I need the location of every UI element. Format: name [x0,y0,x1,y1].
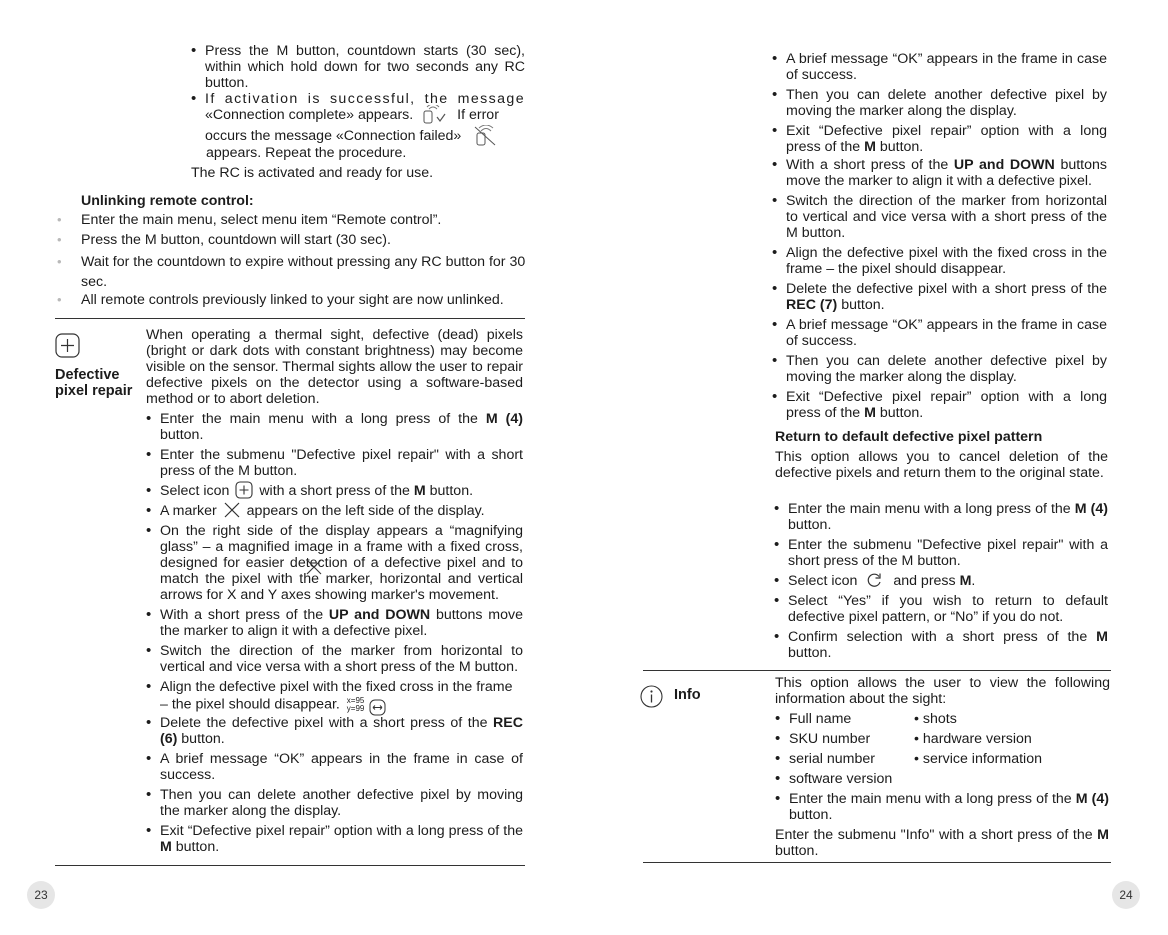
defective-bullet-12 [160,823,523,855]
right-bullet-6: • Align the defective pixel with the fixed cross in the frame – the pixel should disappear. [786,245,1107,277]
unlinking-item: • Enter the main menu, select menu item “Remote control”. [81,212,531,228]
return-bullet-3 [788,573,1108,589]
reset-icon [865,572,885,588]
defective-bullet-9-line-2 [160,731,523,747]
info-bullet-menu-b: M (4) [1075,791,1109,807]
info-submenu-b: M [1097,827,1109,843]
defective-bullet-6 [160,607,523,639]
defective-bullet-3-b: with a short press of the [259,483,414,499]
right-bullet-1: • A brief message “OK” appears in the frame in case of success. [786,51,1107,83]
info-list-item: • serial number [789,751,875,767]
right-bullet-4-b: UP and DOWN [953,157,1055,173]
info-col2-text: hardware version [922,731,1032,747]
return-bullet-1-c: button. [788,517,832,533]
coordinate-readout [347,697,365,713]
defective-bullet-9-d: button. [177,731,225,747]
right-bullet-7-c: button. [837,297,885,313]
defective-bullet-4-b: appears on the left side of the display. [246,503,485,519]
right-bullet-10-a: Exit “Defective pixel repair” option with a long press of the [786,389,1107,421]
marker-x-icon [223,501,241,519]
defective-bullet-3-a: Select icon [160,483,230,499]
if-error-text: If error [457,106,499,123]
defective-bullet-1 [160,411,523,443]
return-bullet-5-a: Confirm selection with a short press of the [788,629,1097,645]
info-icon [640,685,663,708]
pixel-disappear-text: – the pixel should disappear. [160,696,340,713]
defective-bullet-4 [160,503,523,519]
unlinking-title: Unlinking remote control: [81,193,254,209]
info-divider-bottom [643,862,1111,863]
info-bullet-menu [789,791,1109,823]
remote-connected-icon [421,105,449,125]
defective-bullet-9 [160,715,523,747]
info-list-item-col2: • hardware version [914,731,1032,747]
defective-bullet-6-c: buttons move the marker to align it with a defective pixel. [160,607,523,639]
info-list-item: • SKU number [789,731,870,747]
return-bullet-5-c: button. [788,645,832,661]
return-default-intro: This option allows you to cancel deletion of the defective pixels and return them to the original state. [775,449,1108,481]
plus-box-small-icon [235,481,253,499]
defective-label-line-2: pixel repair [55,383,133,399]
info-list-item: • Full name [789,711,851,727]
defective-bullet-12-b: M [160,839,172,855]
section-divider [55,318,525,319]
axis-switch-icon [369,699,386,716]
info-bullet-menu-a: Enter the main menu with a long press of the [789,791,1076,807]
defective-bullet-3-c: M [413,483,426,499]
info-submenu-c: button. [775,843,819,859]
defective-bullet-10: • A brief message “OK” appears in the frame in case of success. [160,751,523,783]
defective-bullet-9-b: REC [493,715,523,731]
defective-bullet-3 [160,483,523,499]
rc-bullet-2-line-2 [205,105,499,125]
rc-bullet-2-line-1: • If activation is successful, the message [205,91,525,107]
info-divider [643,670,1111,671]
info-label: Info [674,687,701,703]
right-bullet-3-a: Exit “Defective pixel repair” option with a long press of the [786,123,1107,155]
rc-bullet-2-line-4: appears. Repeat the procedure. [206,145,407,161]
info-list-item-col2: • service information [914,751,1042,767]
return-bullet-5-b: M [1096,629,1108,645]
right-bullet-2: • Then you can delete another defective pixel by moving the marker along the display. [786,87,1107,119]
rc-bullet-2-line-3 [205,125,499,147]
rc-bullet-1: • Press the M button, countdown starts (30 sec), within which hold down for two seconds any RC button. [205,43,525,91]
coord-x: x=95 [346,695,365,705]
remote-failed-icon [471,125,499,147]
defective-bullet-1-b: M (4) [485,411,523,427]
info-intro: This option allows the user to view the following information about the sight: [775,675,1110,707]
right-bullet-4-c: buttons move the marker to align it with a defective pixel. [786,157,1107,189]
right-bullet-4-a: With a short press of the [786,157,954,173]
return-bullet-3-c: M [959,573,972,589]
unlinking-item: • All remote controls previously linked to your sight are now unlinked. [81,292,531,308]
defective-bullet-8-line-1: • Align the defective pixel with the fixed cross in the frame [160,679,523,695]
return-bullet-4: • Select “Yes” if you wish to return to default defective pixel pattern, or “No” if you do not. [788,593,1108,625]
defective-bullet-5: • On the right side of the display appears a “magnifying glass” – a magnified image in a frame with a fixed cross, designed for easier detection of a defective pixel and to match the pixel with the marker, horizontal and vertical arrows for X and Y axes showing marker's movement. [160,523,523,603]
return-bullet-3-a: Select icon [788,573,858,589]
coord-y: y=99 [346,703,365,713]
right-bullet-7 [786,281,1107,313]
defective-bullet-11: • Then you can delete another defective pixel by moving the marker along the display. [160,787,523,819]
info-col2-text: service information [922,751,1042,767]
defective-bullet-12-c: button. [171,839,220,855]
return-bullet-3-b: and press [893,573,960,589]
return-bullet-5 [788,629,1108,661]
plus-box-icon [55,333,80,358]
defective-bullet-4-a: A marker [160,503,217,519]
return-bullet-1 [788,501,1108,533]
info-bullet-menu-c: button. [789,807,833,823]
defective-intro: When operating a thermal sight, defective (dead) pixels (bright or dark dots with constant brightness) may become visible on the sensor. Thermal sights allow the user to repair defective pixels on the detector using a software-based method or to abort deletion. [146,327,523,407]
defective-bullet-9-line-1 [160,715,523,731]
right-bullet-9: • Then you can delete another defective pixel by moving the marker along the display. [786,353,1107,385]
defective-bullet-6-a: With a short press of the [160,607,329,623]
right-bullet-5: • Switch the direction of the marker from horizontal to vertical and vice versa with a short press of the M button. [786,193,1107,241]
defective-bullet-1-a: Enter the main menu with a long press of the [160,411,486,427]
defective-bullet-7: • Switch the direction of the marker from horizontal to vertical and vice versa with a short press of the M button. [160,643,523,675]
info-submenu-a: Enter the submenu "Info" with a short press of the [775,827,1098,843]
return-bullet-3-d: . [971,573,976,589]
right-bullet-3-b: M [864,139,876,155]
info-list-item: • software version [789,771,892,787]
right-bullet-10-c: button. [875,405,924,421]
defective-label-line-1: Defective [55,367,120,383]
right-bullet-3-c: button. [875,139,924,155]
info-list-item-col2: • shots [914,711,957,727]
info-col2-text: shots [922,711,957,727]
right-bullet-10-b: M [864,405,876,421]
right-bullet-10 [786,389,1107,421]
defective-bullet-6-b: UP and DOWN [328,607,431,623]
page-number-left: 23 [27,881,55,909]
right-bullet-8: • A brief message “OK” appears in the frame in case of success. [786,317,1107,349]
unlinking-item: • Wait for the countdown to expire without pressing any RC button for 30 sec. [81,252,529,292]
right-bullet-4 [786,157,1107,189]
connection-failed-text: occurs the message «Connection failed» [205,127,462,144]
page-number-right: 24 [1112,881,1140,909]
unlinking-item: • Press the M button, countdown will start (30 sec). [81,232,531,248]
return-bullet-1-a: Enter the main menu with a long press of the [788,501,1075,517]
return-default-title: Return to default defective pixel pattern [775,429,1043,445]
connection-complete-text: «Connection complete» appears. [205,106,414,123]
right-bullet-3 [786,123,1107,155]
return-bullet-2: • Enter the submenu "Defective pixel repair" with a short press of the M button. [788,537,1108,569]
right-bullet-7-b: REC (7) [786,297,838,313]
defective-bullet-9-a: Delete the defective pixel with a short press of the [160,715,494,731]
section-divider-bottom [55,865,525,866]
marker-x-overlay-icon [305,558,323,576]
defective-bullet-1-c: button. [160,427,204,443]
defective-bullet-2: • Enter the submenu "Defective pixel repair" with a short press of the M button. [160,447,523,479]
defective-bullet-3-d: button. [425,483,474,499]
info-submenu-text [775,827,1109,859]
defective-bullet-8-line-2 [160,693,386,716]
right-bullet-7-a: Delete the defective pixel with a short press of the [786,281,1107,297]
defective-bullet-9-c: (6) [160,731,178,747]
return-bullet-1-b: M (4) [1074,501,1108,517]
rc-activated-text: The RC is activated and ready for use. [191,165,434,181]
defective-bullet-12-a: Exit “Defective pixel repair” option with a long press of the [160,823,523,839]
